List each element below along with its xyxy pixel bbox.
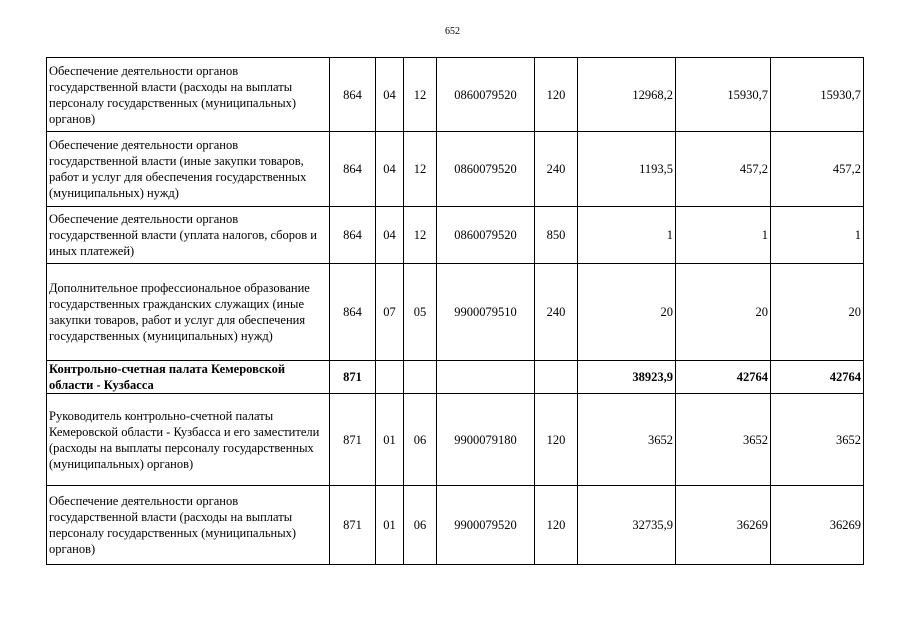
cell-csr: 9900079180 (437, 394, 535, 486)
cell-ved: 864 (330, 58, 376, 132)
cell-name: Контрольно-счетная палата Кемеровской области - Кузбасса (47, 361, 330, 394)
table-row (47, 132, 864, 207)
table-row (47, 486, 864, 565)
cell-pr: 12 (404, 132, 437, 207)
table-row (47, 207, 864, 264)
cell-sum-2: 457,2 (676, 132, 771, 207)
cell-ved: 864 (330, 132, 376, 207)
cell-name: Дополнительное профессиональное образование государственных гражданских служащих (иные закупки товаров, работ и услуг для обеспечения государственных (муниципальных) нужд) (47, 264, 330, 361)
table-row (47, 394, 864, 486)
cell-vr: 120 (535, 486, 578, 565)
cell-ved: 864 (330, 207, 376, 264)
cell-vr: 850 (535, 207, 578, 264)
cell-rz: 01 (376, 394, 404, 486)
cell-csr: 9900079520 (437, 486, 535, 565)
table-body (47, 58, 864, 565)
cell-csr (437, 361, 535, 394)
cell-name: Обеспечение деятельности органов государственной власти (уплата налогов, сборов и иных платежей) (47, 207, 330, 264)
cell-vr: 240 (535, 132, 578, 207)
cell-sum-2: 20 (676, 264, 771, 361)
cell-sum-1: 32735,9 (578, 486, 676, 565)
cell-pr: 06 (404, 486, 437, 565)
cell-csr: 9900079510 (437, 264, 535, 361)
cell-sum-1: 20 (578, 264, 676, 361)
cell-sum-3: 42764 (771, 361, 864, 394)
cell-rz: 04 (376, 58, 404, 132)
cell-pr: 06 (404, 394, 437, 486)
cell-ved: 871 (330, 394, 376, 486)
budget-table (46, 57, 864, 565)
table-row (47, 264, 864, 361)
cell-name: Обеспечение деятельности органов государственной власти (расходы на выплаты персоналу государственных (муниципальных) органов) (47, 486, 330, 565)
cell-vr (535, 361, 578, 394)
cell-vr: 120 (535, 58, 578, 132)
cell-rz (376, 361, 404, 394)
cell-sum-3: 1 (771, 207, 864, 264)
cell-sum-2: 36269 (676, 486, 771, 565)
cell-csr: 0860079520 (437, 58, 535, 132)
cell-csr: 0860079520 (437, 132, 535, 207)
cell-sum-1: 12968,2 (578, 58, 676, 132)
table-row (47, 58, 864, 132)
cell-ved: 864 (330, 264, 376, 361)
cell-ved: 871 (330, 361, 376, 394)
cell-sum-3: 36269 (771, 486, 864, 565)
cell-sum-3: 457,2 (771, 132, 864, 207)
cell-vr: 120 (535, 394, 578, 486)
cell-pr: 12 (404, 207, 437, 264)
cell-rz: 04 (376, 207, 404, 264)
cell-vr: 240 (535, 264, 578, 361)
cell-rz: 07 (376, 264, 404, 361)
cell-sum-3: 20 (771, 264, 864, 361)
cell-pr (404, 361, 437, 394)
cell-rz: 04 (376, 132, 404, 207)
cell-sum-2: 3652 (676, 394, 771, 486)
cell-sum-3: 15930,7 (771, 58, 864, 132)
page-number: 652 (445, 26, 460, 37)
cell-sum-1: 1193,5 (578, 132, 676, 207)
cell-name: Обеспечение деятельности органов государственной власти (иные закупки товаров, работ и услуг для обеспечения государственных (муниципальных) нужд) (47, 132, 330, 207)
cell-rz: 01 (376, 486, 404, 565)
cell-csr: 0860079520 (437, 207, 535, 264)
cell-sum-1: 3652 (578, 394, 676, 486)
cell-pr: 12 (404, 58, 437, 132)
cell-sum-2: 1 (676, 207, 771, 264)
cell-pr: 05 (404, 264, 437, 361)
cell-sum-2: 15930,7 (676, 58, 771, 132)
cell-name: Руководитель контрольно-счетной палаты Кемеровской области - Кузбасса и его заместители (расходы на выплаты персоналу государственных (муниципальных) органов) (47, 394, 330, 486)
cell-sum-3: 3652 (771, 394, 864, 486)
cell-name: Обеспечение деятельности органов государственной власти (расходы на выплаты персоналу государственных (муниципальных) органов) (47, 58, 330, 132)
cell-sum-1: 38923,9 (578, 361, 676, 394)
cell-sum-2: 42764 (676, 361, 771, 394)
cell-ved: 871 (330, 486, 376, 565)
cell-sum-1: 1 (578, 207, 676, 264)
table-row (47, 361, 864, 394)
